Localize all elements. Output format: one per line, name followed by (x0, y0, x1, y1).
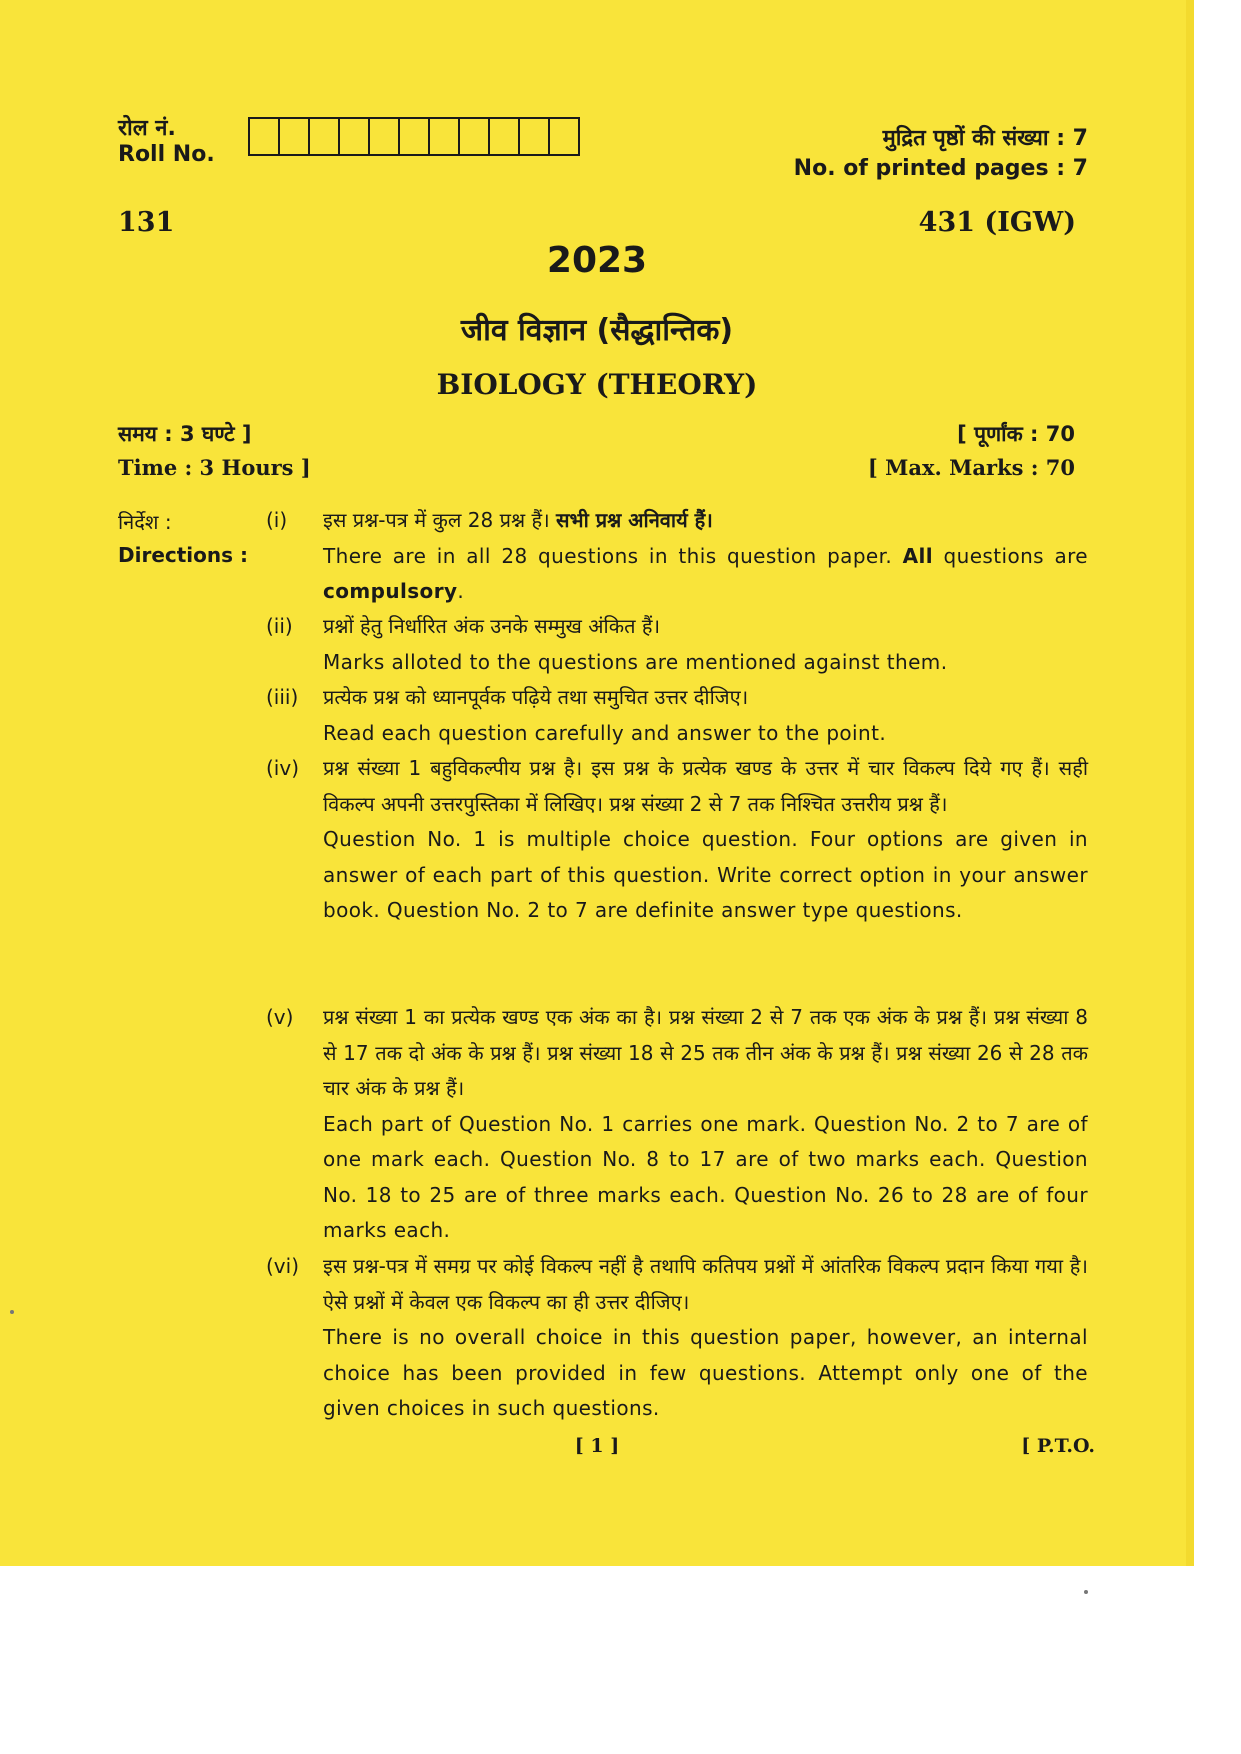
direction-number: (ii) (266, 614, 293, 638)
roll-box[interactable] (488, 117, 520, 156)
direction-3-english: Read each question carefully and answer to the point. (323, 720, 887, 745)
roll-box[interactable] (398, 117, 430, 156)
roll-box[interactable] (308, 117, 340, 156)
direction-2 (323, 609, 1088, 680)
roll-number-boxes[interactable] (250, 117, 580, 156)
paper-code-right: 431 (IGW) (918, 207, 1076, 238)
sheet-edge (1186, 0, 1194, 1566)
directions-label-english: Directions : (118, 543, 248, 567)
directions-label-hindi: निर्देश : (118, 510, 172, 534)
roll-box[interactable] (428, 117, 460, 156)
please-turn-over: [ P.T.O. (1021, 1435, 1095, 1457)
direction-number: (vi) (266, 1254, 299, 1278)
page-number: [ 1 ] (574, 1435, 620, 1457)
direction-number: (iv) (266, 756, 299, 780)
max-marks-english: [ Max. Marks : 70 (867, 455, 1075, 480)
printed-pages-english: No. of printed pages : 7 (793, 156, 1088, 181)
roll-box[interactable] (548, 117, 580, 156)
paper-code-left: 131 (118, 207, 175, 238)
direction-number: (i) (266, 508, 288, 532)
roll-box[interactable] (338, 117, 370, 156)
direction-3-hindi: प्रत्येक प्रश्न को ध्यानपूर्वक पढ़िये तथा समुचित उत्तर दीजिए। (323, 685, 749, 709)
scan-speck (1084, 1590, 1088, 1594)
roll-box[interactable] (248, 117, 280, 156)
direction-4 (323, 751, 1088, 929)
direction-1-english-2: All (902, 543, 934, 568)
direction-1-english-1: There are in all 28 questions in this question paper. (323, 543, 893, 568)
subject-title-english: BIOLOGY (THEORY) (436, 368, 758, 401)
direction-2-english: Marks alloted to the questions are mentioned against them. (323, 649, 948, 674)
direction-1-english-5: compulsory (323, 579, 458, 603)
direction-3 (323, 680, 1088, 751)
roll-label-english: Roll No. (118, 142, 215, 167)
roll-box[interactable] (278, 117, 310, 156)
direction-1-english (323, 539, 1088, 610)
printed-pages-hindi: मुद्रित पृष्ठों की संख्या : 7 (882, 126, 1088, 151)
roll-box[interactable] (518, 117, 550, 156)
roll-label-hindi: रोल नं. (118, 116, 176, 141)
time-hindi: समय : 3 घण्टे ] (118, 422, 252, 446)
direction-1-english-3: questions (943, 543, 1044, 568)
scan-speck (10, 1310, 14, 1314)
direction-6-english: There is no overall choice in this question paper, however, an internal choice has been provided in few questions. Attempt only one of the given choices in such questions. (323, 1325, 1088, 1420)
direction-4-english: Question No. 1 is multiple choice question. Four options are given in answer of each part of this question. Write correct option in your answer book. Question No. 2 to 7 are definite answer type questions. (323, 827, 1088, 922)
direction-6-hindi: इस प्रश्न-पत्र में समग्र पर कोई विकल्प नहीं है तथापि कतिपय प्रश्नों में आंतरिक विकल्प प्रदान किया गया है। ऐसे प्रश्नों में केवल एक विकल्प का ही उत्तर दीजिए। (323, 1254, 1088, 1314)
direction-1-english-4: are (1054, 543, 1089, 568)
direction-1-hindi (323, 503, 1088, 539)
direction-1-hindi-a: इस प्रश्न-पत्र में कुल 28 प्रश्न हैं। (323, 508, 550, 532)
direction-5-english: Each part of Question No. 1 carries one mark. Question No. 2 to 7 are of one mark each. Question No. 8 to 17 are of two marks each. Question No. 18 to 25 are of three marks each. Question No. 26 to 28 are of four marks each. (323, 1111, 1088, 1242)
direction-5 (323, 1000, 1088, 1249)
exam-year: 2023 (546, 240, 648, 281)
time-english: Time : 3 Hours ] (118, 455, 311, 480)
direction-1-hindi-b: सभी प्रश्न अनिवार्य हैं। (556, 508, 713, 532)
direction-1-english-6: . (457, 579, 465, 603)
direction-number: (iii) (266, 685, 299, 709)
direction-number: (v) (266, 1005, 294, 1029)
direction-5-hindi: प्रश्न संख्या 1 का प्रत्येक खण्ड एक अंक का है। प्रश्न संख्या 2 से 7 तक एक अंक के प्रश्न हैं। प्रश्न संख्या 8 से 17 तक दो अंक के प्रश्न हैं। प्रश्न संख्या 18 से 25 तक तीन अंक के प्रश्न हैं। प्रश्न संख्या 26 से 28 तक चार अंक के प्रश्न हैं। (323, 1005, 1088, 1100)
roll-box[interactable] (458, 117, 490, 156)
roll-box[interactable] (368, 117, 400, 156)
max-marks-hindi: [ पूर्णांक : 70 (957, 422, 1075, 446)
direction-1 (323, 503, 1088, 610)
direction-4-hindi: प्रश्न संख्या 1 बहुविकल्पीय प्रश्न है। इस प्रश्न के प्रत्येक खण्ड के उत्तर में चार विकल्प दिये गए हैं। सही विकल्प अपनी उत्तरपुस्तिका में लिखिए। प्रश्न संख्या 2 से 7 तक निश्चित उत्तरीय प्रश्न हैं। (323, 756, 1088, 816)
direction-6 (323, 1249, 1088, 1427)
subject-title-hindi: जीव विज्ञान (सैद्धान्तिक) (460, 313, 734, 348)
direction-2-hindi: प्रश्नों हेतु निर्धारित अंक उनके सम्मुख अंकित हैं। (323, 614, 661, 638)
